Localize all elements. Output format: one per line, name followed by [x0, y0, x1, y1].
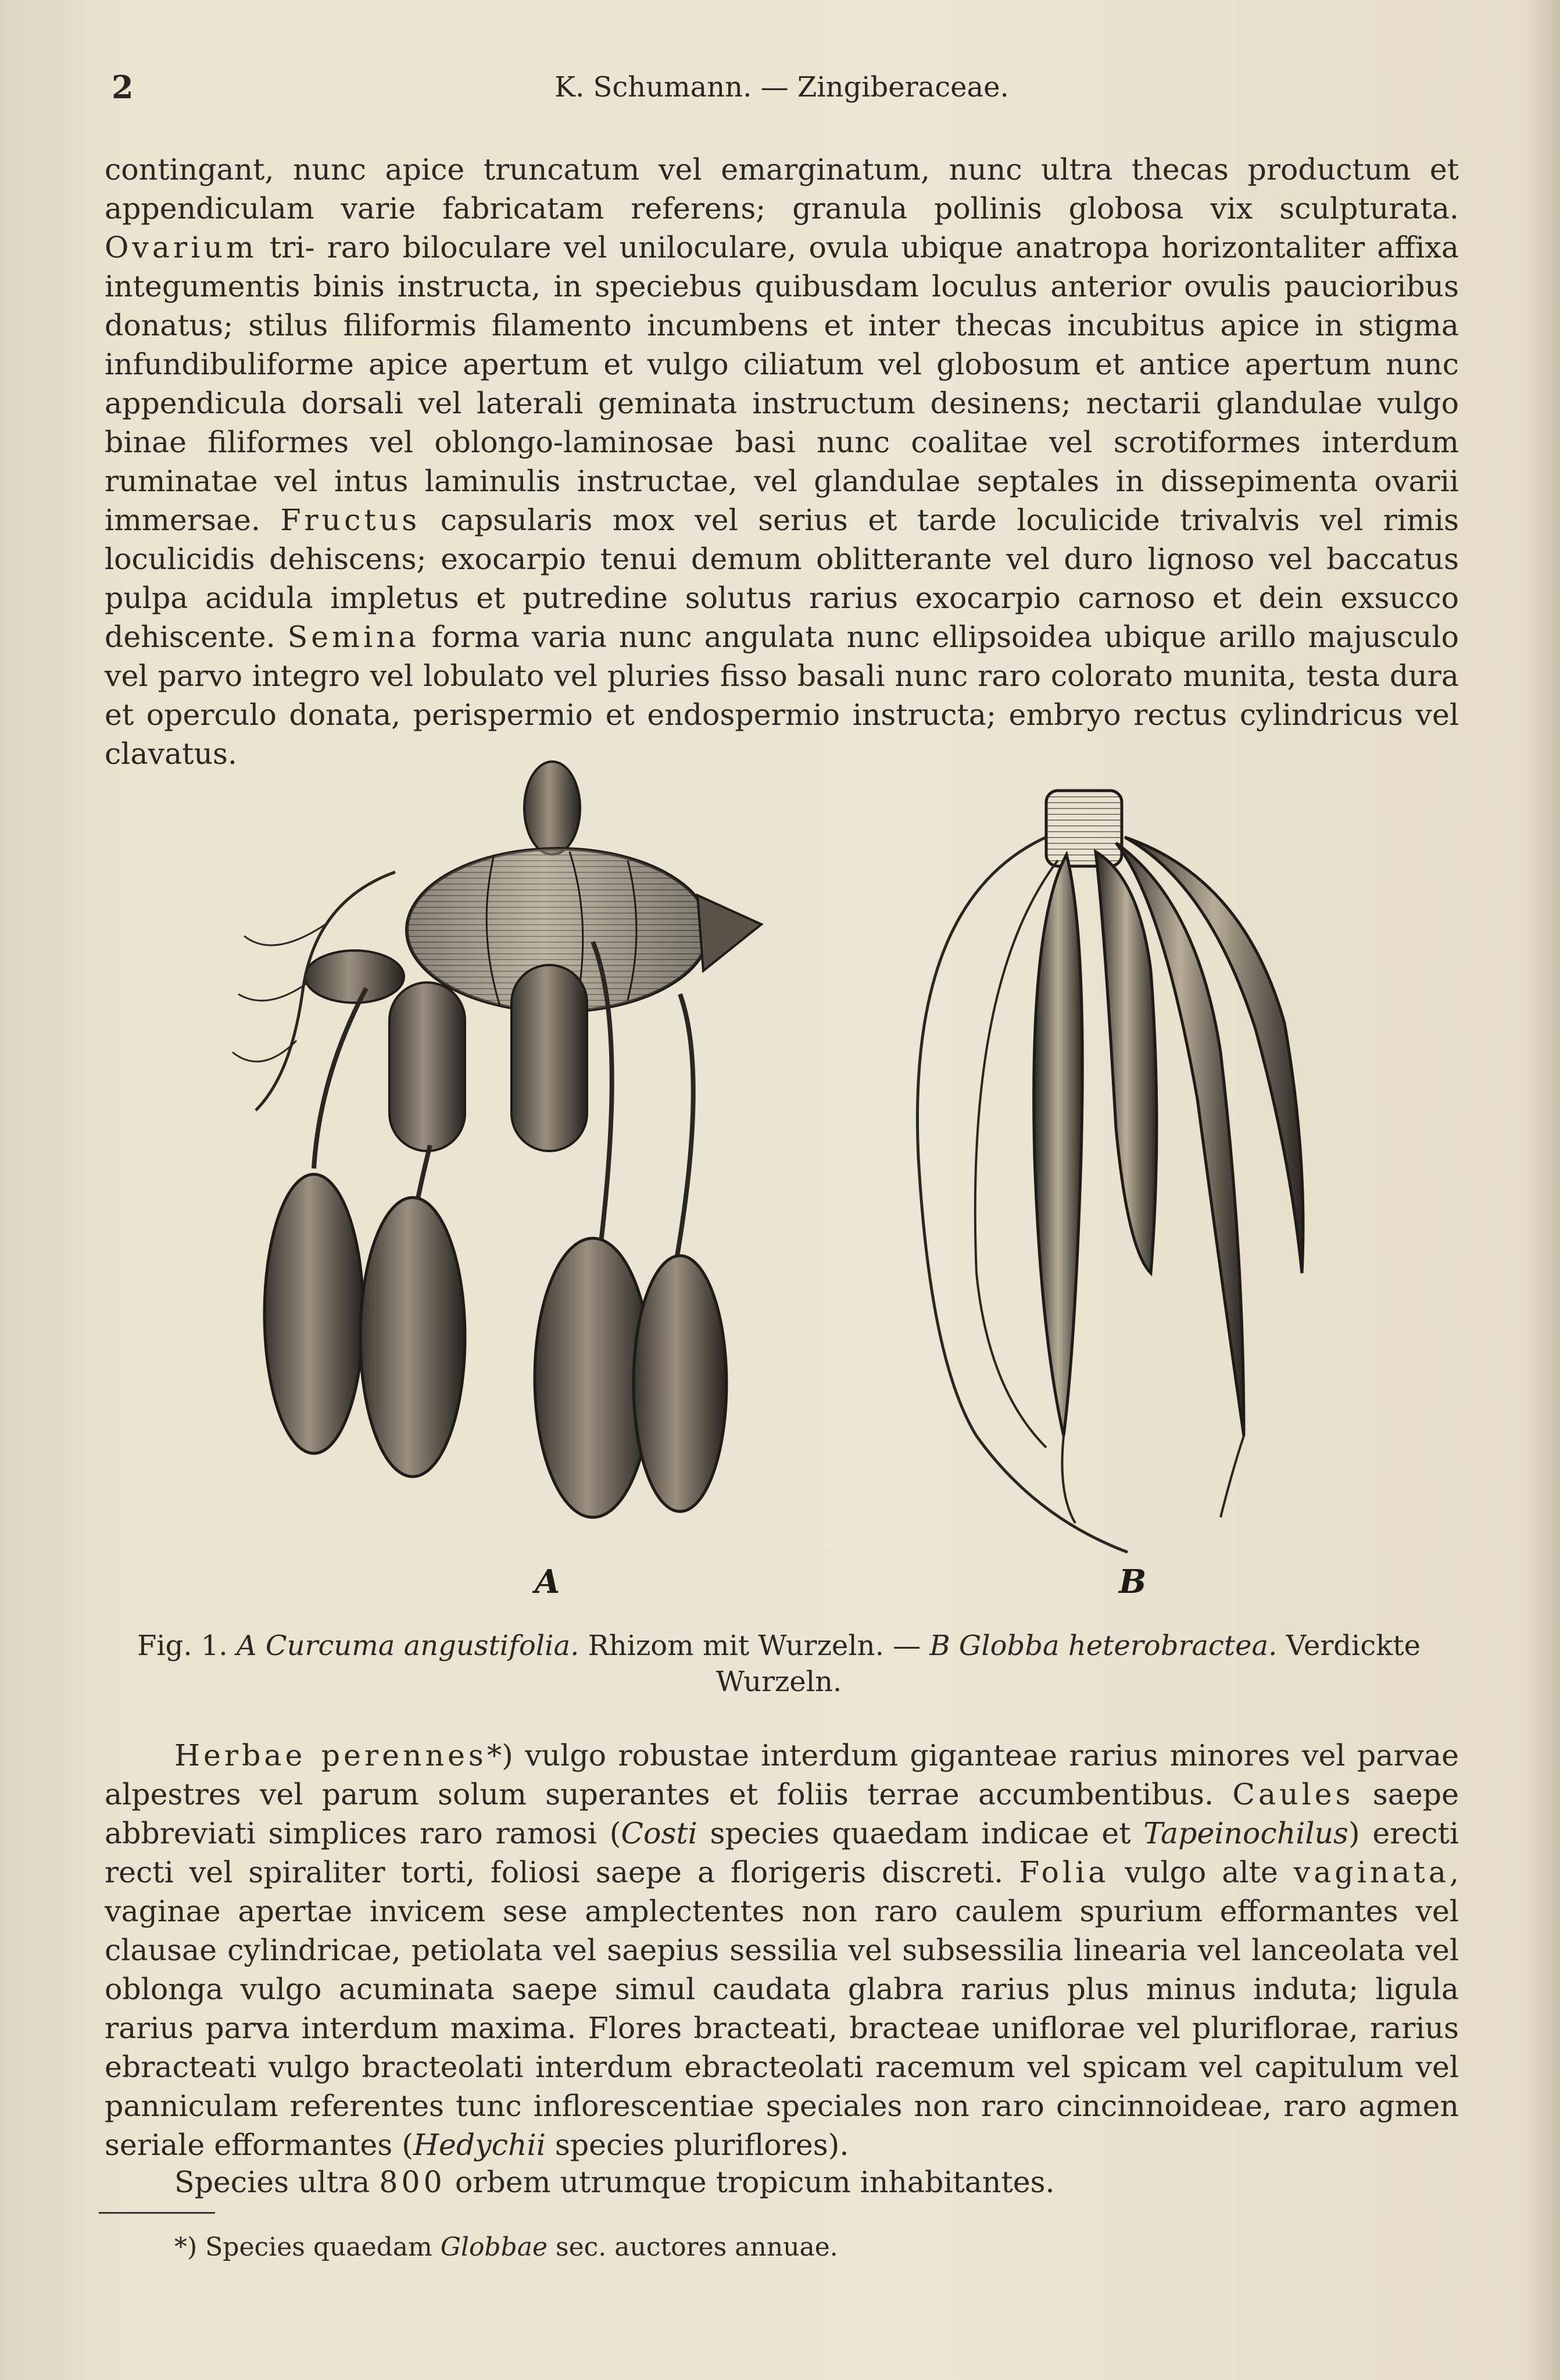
p2-text-d: ) erecti recti vel spiraliter torti, foliosi saepe a florigeris discreti. — [105, 1816, 1459, 1889]
p2-text-f: , vaginae apertae invicem sese amplectentes non raro caulem spurium efformantes vel clausae cylindricae, petiolata vel saepius sessilia vel subsessilia linearia vel lanceolata vel oblonga vulgo acuminata saepe simul caudata glabra rarius plus minus induta; ligula rarius parva interdum maxima. Flores bracteati, bracteae uniflorae vel pluriflorae, rarius ebracteati vulgo bracteolati interdum ebracteolati racemum vel spicam vel capitulum vel panniculam referentes tunc inflorescentiae speciales non raro cincinnoideae, raro agmen seriale efformantes ( — [105, 1855, 1459, 2162]
caption-a-desc: Rhizom mit Wurzeln. — — [579, 1629, 930, 1662]
page-header — [105, 69, 1459, 109]
caption-b-species: Globba heterobractea. — [958, 1629, 1278, 1662]
p2-text-b: saepe abbreviati simplices raro ramosi ( — [105, 1777, 1459, 1850]
page-number: 2 — [112, 69, 134, 106]
rhizome-engraving — [221, 750, 1348, 1616]
figure-caption — [99, 1628, 1459, 1700]
caption-b-desc: Verdickte Wurzeln. — [715, 1629, 1421, 1698]
p2-text-g: species pluriflores). — [545, 2128, 849, 2162]
p1-text-a: contingant, nunc apice truncatum vel emarginatum, nunc ultra thecas productum et appendiculam varie fabricatam referens; granula pollinis globosa vix sculpturata. — [105, 152, 1459, 226]
p2-text-e: vulgo alte — [1109, 1855, 1294, 1889]
term-herbae-perennes: Herbae perennes — [174, 1738, 487, 1773]
genus-globbae: Globbae — [440, 2232, 548, 2262]
term-folia: Folia — [1019, 1855, 1110, 1889]
page-edge-shadow — [1525, 0, 1560, 2380]
paragraph-2 — [105, 1736, 1459, 2164]
caption-fig: Fig. 1. — [137, 1629, 228, 1662]
genus-hedychii: Hedychii — [413, 2128, 546, 2162]
species-count: 800 — [379, 2165, 446, 2199]
p1-text-c: capsularis mox vel serius et tarde loculicide trivalvis vel rimis loculicidis dehiscens; exocarpio tenui demum oblitterante vel duro lignoso vel baccatus pulpa acidula impletus et putredine solutus rarius exocarpio carnoso et dein exsucco dehiscente. — [105, 503, 1459, 654]
figure-rhizome-illustration — [221, 750, 1348, 1616]
paragraph-1 — [105, 150, 1459, 773]
term-vaginata: vaginata — [1293, 1855, 1450, 1889]
term-caules: Caules — [1232, 1777, 1354, 1811]
p3-text-b: orbem utrumque tropicum inhabitantes. — [445, 2165, 1055, 2199]
footnote — [174, 2232, 838, 2262]
p2-text-c: species quaedam indicae et — [697, 1816, 1144, 1850]
footnote-text-b: sec. auctores annuae. — [548, 2232, 838, 2262]
figure-a-curcuma-rhizome — [232, 762, 761, 1601]
caption-a-label: A — [236, 1629, 257, 1662]
p2-text-a: vulgo robustae interdum giganteae rarius minores vel parvae alpestres vel parum solum superantes et foliis terrae accumbentibus. — [105, 1738, 1459, 1811]
figure-label-a: A — [535, 1563, 560, 1601]
footnote-mark: *) — [486, 1738, 513, 1773]
p1-text-b: tri- raro biloculare vel uniloculare, ovula ubique anatropa horizontaliter affixa integumentis binis instructa, in speciebus quibusdam loculus anterior ovulis paucioribus donatus; stilus filiformis filamento incumbens et inter thecas incubitus apice in stigma infundibuliforme apice apertum et vulgo ciliatum vel globosum et antice apertum nunc appendicula dorsali vel laterali geminata instructum desinens; nectarii glandulae vulgo binae filiformes vel oblongo-laminosae basi nunc coalitae vel scrotiformes interdum ruminatae vel intus laminulis instructae, vel glandulae septales in dissepimenta ovarii immersae. — [105, 230, 1459, 537]
paragraph-3 — [105, 2163, 1459, 2202]
p3-text-a: Species ultra — [174, 2165, 380, 2199]
figure-label-b: B — [1119, 1563, 1147, 1601]
term-semina: Semina — [287, 620, 420, 654]
genus-costi: Costi — [621, 1816, 697, 1850]
footnote-rule — [99, 2212, 215, 2214]
caption-a-species: Curcuma angustifolia. — [265, 1629, 579, 1662]
term-fructus: Fructus — [280, 503, 421, 537]
footnote-mark-bottom: *) — [174, 2232, 198, 2262]
figure-b-globba-roots — [917, 791, 1303, 1601]
running-head: K. Schumann. — Zingiberaceae. — [554, 71, 1009, 103]
term-ovarium: Ovarium — [105, 230, 257, 265]
footnote-text-a: Species quaedam — [197, 2232, 441, 2262]
p1-text-d: forma varia nunc angulata nunc ellipsoidea ubique arillo majusculo vel parvo integro vel lobulato vel pluries fisso basali nunc raro colorato munita, testa dura et operculo donata, perispermio et endospermio instructa; embryo rectus cylindricus vel clavatus. — [105, 620, 1459, 771]
genus-tapeinochilus: Tapeinochilus — [1143, 1816, 1348, 1850]
caption-b-label: B — [929, 1629, 950, 1662]
